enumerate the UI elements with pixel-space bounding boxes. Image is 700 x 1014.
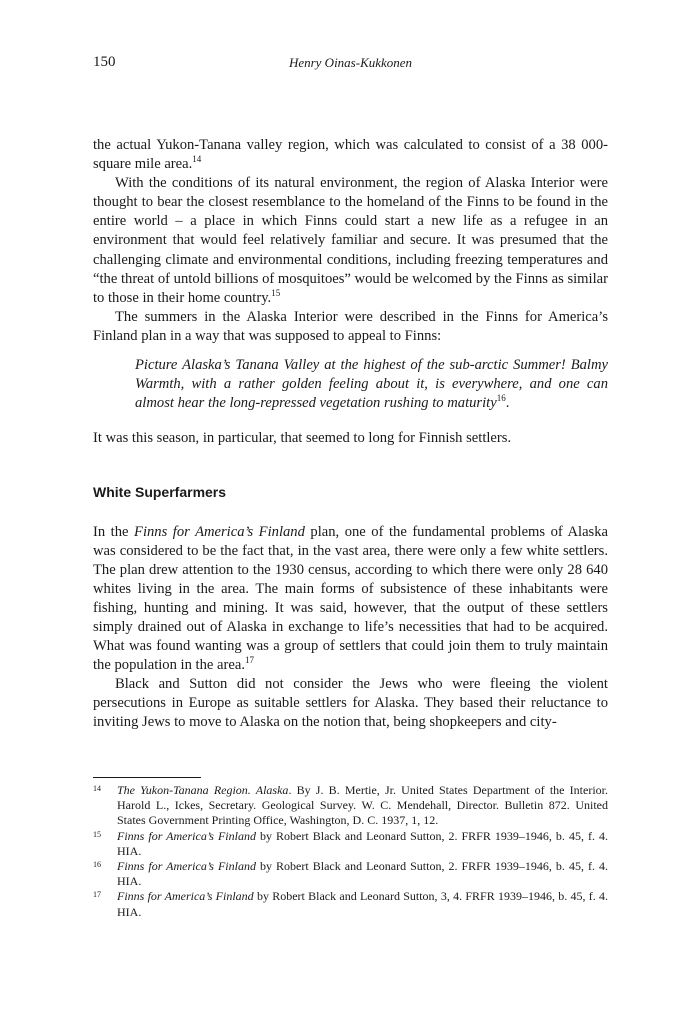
section-heading: White Superfarmers (93, 484, 227, 501)
footnote-14: 14 The Yukon-Tanana Region. Alaska. By J. B. Mertie, Jr. United States Department of the Interior. Harold L., Ickes, Secretary. Geological Survey. W. C. Mendehall, Director. Bulletin 872. United States Government Printing Office, Washington, D. C. 1937, 1, 12. (93, 783, 608, 828)
footnote-17: 17 Finns for America’s Finland by Robert Black and Leonard Sutton, 3, 4. FRFR 1939–1946, b. 45, f. 4. HIA. (93, 889, 609, 919)
footnote-number: 14 (93, 784, 101, 793)
paragraph-6: Black and Sutton did not consider the Jews who were fleeing the violent persecutions in Europe as suitable settlers for Alaska. They based their reluctance to inviting Jews to move to Alaska on the notion that, being shopkeepers and city- (93, 676, 608, 731)
paragraph-4: It was this season, in particular, that seemed to long for Finnish settlers. (93, 430, 512, 447)
footnote-16: 16 Finns for America’s Finland by Robert Black and Leonard Sutton, 2. FRFR 1939–1946, b. 45, f. 4. HIA. (93, 859, 609, 889)
paragraph-5: In the Finns for America’s Finland plan, one of the fundamental problems of Alaska was considered to be the fact that, in the vast area, there were only a few white settlers. The plan drew attention to the 1930 census, according to which there were only 28 640 whites living in the area. The main forms of subsistence of these inhabitants were fishing, hunting and mining. It was said, however, that the output of these settlers simply drained out of Alaska in exchange to life’s necessities that had to be acquired. What was found wanting was a group of settlers that could join them to truly maintain the population in the area.$^{17}$ (93, 523, 608, 674)
footnote-ref-14: 14 (192, 154, 202, 165)
footnote-number: 15 (93, 829, 101, 839)
running-head: Henry Oinas-Kukkonen (288, 55, 413, 70)
footnote-rule (93, 777, 201, 778)
page-number: 150 (93, 54, 116, 70)
footnote-ref-16: 16 (496, 393, 506, 404)
paragraph-3: The summers in the Alaska Interior were described in the Finns for America’s Finland plan in a way that was supposed to appeal to Finns: (93, 308, 608, 344)
footnote-ref-17: 17 (244, 655, 254, 666)
footnote-number: 17 (93, 890, 101, 900)
paragraph-2: With the conditions of its natural environment, the region of Alaska Interior were thought to bear the closest resemblance to the homeland of the Finns to be found in the entire world – a place in which Finns could start a new life as a refugee in an environment that would feel relatively familiar and secure. It was presumed that the challenging climate and environmental conditions, including freezing temperatures and “the threat of untold billions of mosquitoes” would be welcomed by the Finns as similar to those in their home country.$^{15}$ (93, 175, 608, 306)
plan-title: Finns for America’s Finland (134, 523, 305, 540)
body-text (93, 136, 608, 733)
footnotes (93, 783, 608, 920)
footnote-number: 16 (93, 860, 101, 870)
paragraph-1: the actual Yukon-Tanana valley region, which was calculated to consist of a 38 000-square mile area.$^{14}$ (93, 137, 608, 173)
block-quote: Picture Alaska’s Tanana Valley at the highest of the sub-arctic Summer! Balmy Warmth, with a rather golden feeling about it, is everywhere, and one can almost hear the long-repressed vegetation rushing to maturity$^{16}$. (135, 357, 608, 412)
page-header (93, 54, 608, 76)
footnote-ref-15: 15 (271, 287, 281, 298)
footnote-15: 15 Finns for America’s Finland by Robert Black and Leonard Sutton, 2. FRFR 1939–1946, b. 45, f. 4. HIA. (93, 828, 609, 858)
